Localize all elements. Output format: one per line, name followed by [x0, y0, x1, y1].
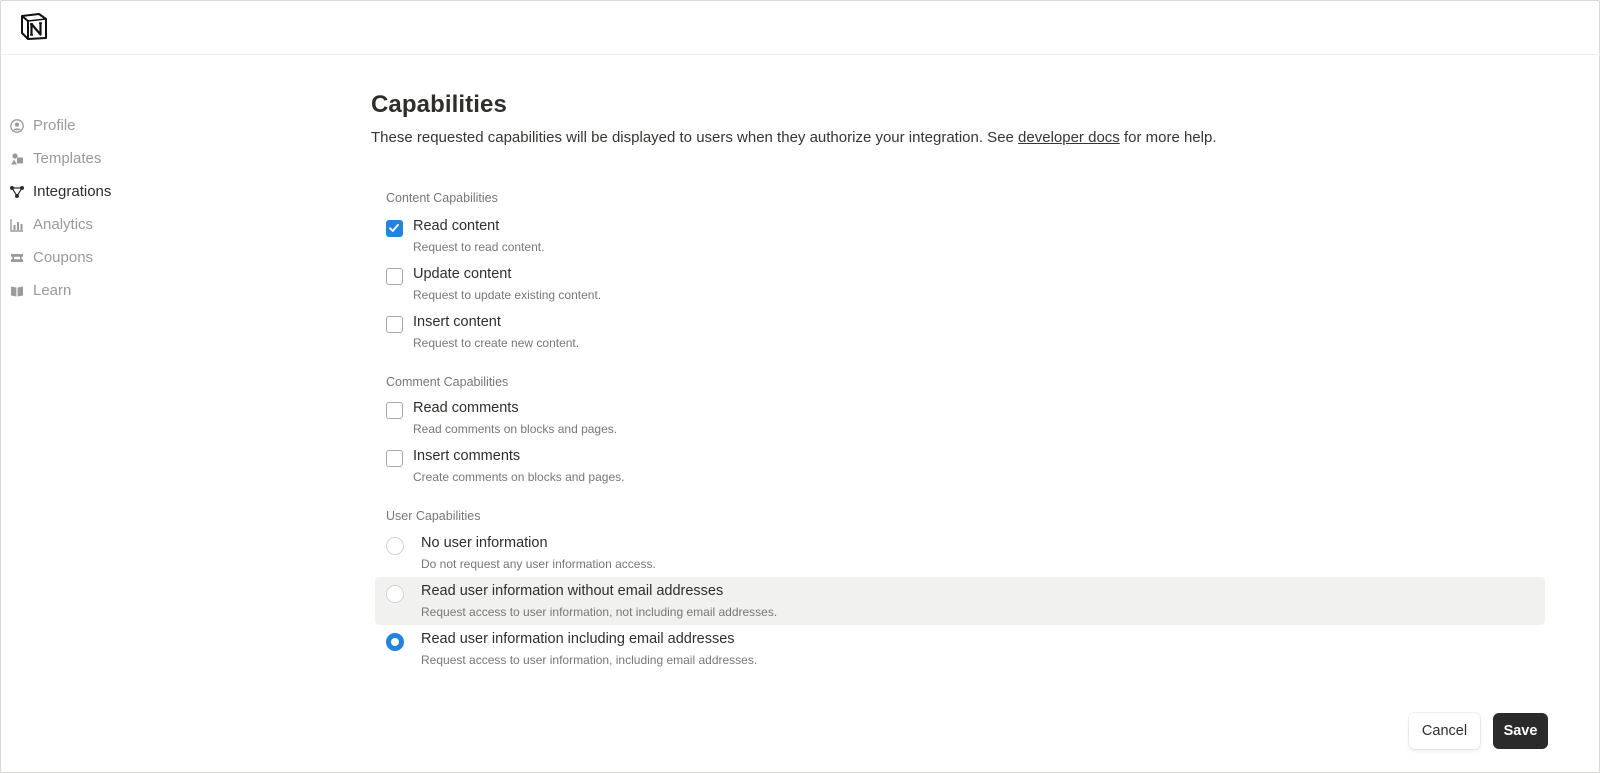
- sidebar-item-label: Profile: [33, 117, 76, 134]
- sidebar-item-templates[interactable]: [10, 142, 210, 175]
- coupons-icon: [10, 251, 24, 265]
- option-description: Request to read content.: [413, 240, 545, 254]
- cancel-button[interactable]: Cancel: [1409, 713, 1480, 749]
- no-user-info-radio[interactable]: [386, 537, 404, 555]
- sidebar-item-profile[interactable]: [10, 109, 210, 142]
- user-capabilities-heading: User Capabilities: [386, 509, 481, 523]
- read-content-option[interactable]: [371, 216, 1551, 256]
- learn-icon: [10, 284, 24, 298]
- insert-content-option[interactable]: [371, 312, 1551, 352]
- integrations-icon: [10, 185, 24, 199]
- read-user-info-no-email-option[interactable]: [371, 581, 1551, 621]
- option-description: Request to update existing content.: [413, 288, 602, 302]
- read-user-info-with-email-option[interactable]: [371, 629, 1551, 669]
- top-bar: [2, 2, 1600, 55]
- notion-logo: [19, 12, 49, 41]
- save-button[interactable]: Save: [1493, 713, 1548, 749]
- subtitle-text-end: for more help.: [1119, 129, 1217, 146]
- option-label: No user information: [421, 535, 548, 551]
- sidebar-item-integrations[interactable]: [10, 175, 210, 208]
- page-subtitle: [371, 129, 1551, 151]
- content-capabilities-heading: Content Capabilities: [386, 191, 498, 205]
- read-comments-option[interactable]: [371, 398, 1551, 438]
- option-description: Request to create new content.: [413, 336, 580, 350]
- sidebar-item-label: Integrations: [33, 183, 112, 200]
- sidebar-item-label: Analytics: [33, 216, 94, 233]
- capabilities-panel: [371, 91, 1551, 691]
- read-user-info-with-email-radio[interactable]: [386, 633, 404, 651]
- check-icon: [387, 221, 401, 235]
- page-title: Capabilities: [371, 91, 507, 118]
- update-content-checkbox[interactable]: [386, 268, 403, 285]
- option-label: Insert comments: [413, 448, 521, 464]
- sidebar-item-analytics[interactable]: [10, 208, 210, 241]
- subtitle-text: These requested capabilities will be displayed to users when they authorize your integration. See: [371, 129, 1019, 146]
- comment-capabilities-heading: Comment Capabilities: [386, 375, 509, 389]
- templates-icon: [10, 152, 24, 166]
- sidebar-item-label: Learn: [33, 282, 72, 299]
- option-label: Update content: [413, 266, 512, 282]
- option-description: Request access to user information, including email addresses.: [421, 653, 758, 667]
- option-label: Read comments: [413, 400, 519, 416]
- read-content-checkbox[interactable]: [386, 220, 403, 237]
- option-label: Insert content: [413, 314, 501, 330]
- option-description: Do not request any user information access.: [421, 557, 656, 571]
- option-label: Read content: [413, 218, 500, 234]
- sidebar-item-learn[interactable]: [10, 274, 210, 307]
- developer-docs-link[interactable]: developer docs: [1018, 129, 1120, 146]
- option-label: Read user information without email addresses: [421, 583, 724, 599]
- sidebar-item-coupons[interactable]: [10, 241, 210, 274]
- update-content-option[interactable]: [371, 264, 1551, 304]
- read-comments-checkbox[interactable]: [386, 402, 403, 419]
- analytics-icon: [10, 218, 24, 232]
- insert-comments-checkbox[interactable]: [386, 450, 403, 467]
- read-user-info-no-email-radio[interactable]: [386, 585, 404, 603]
- option-label: Read user information including email addresses: [421, 631, 735, 647]
- option-description: Read comments on blocks and pages.: [413, 422, 618, 436]
- option-description: Create comments on blocks and pages.: [413, 470, 625, 484]
- profile-icon: [10, 119, 24, 133]
- insert-comments-option[interactable]: [371, 446, 1551, 486]
- option-description: Request access to user information, not including email addresses.: [421, 605, 778, 619]
- sidebar-item-label: Templates: [33, 150, 102, 167]
- sidebar-item-label: Coupons: [33, 249, 94, 266]
- insert-content-checkbox[interactable]: [386, 316, 403, 333]
- no-user-info-option[interactable]: [371, 533, 1551, 573]
- settings-sidebar: [10, 109, 210, 307]
